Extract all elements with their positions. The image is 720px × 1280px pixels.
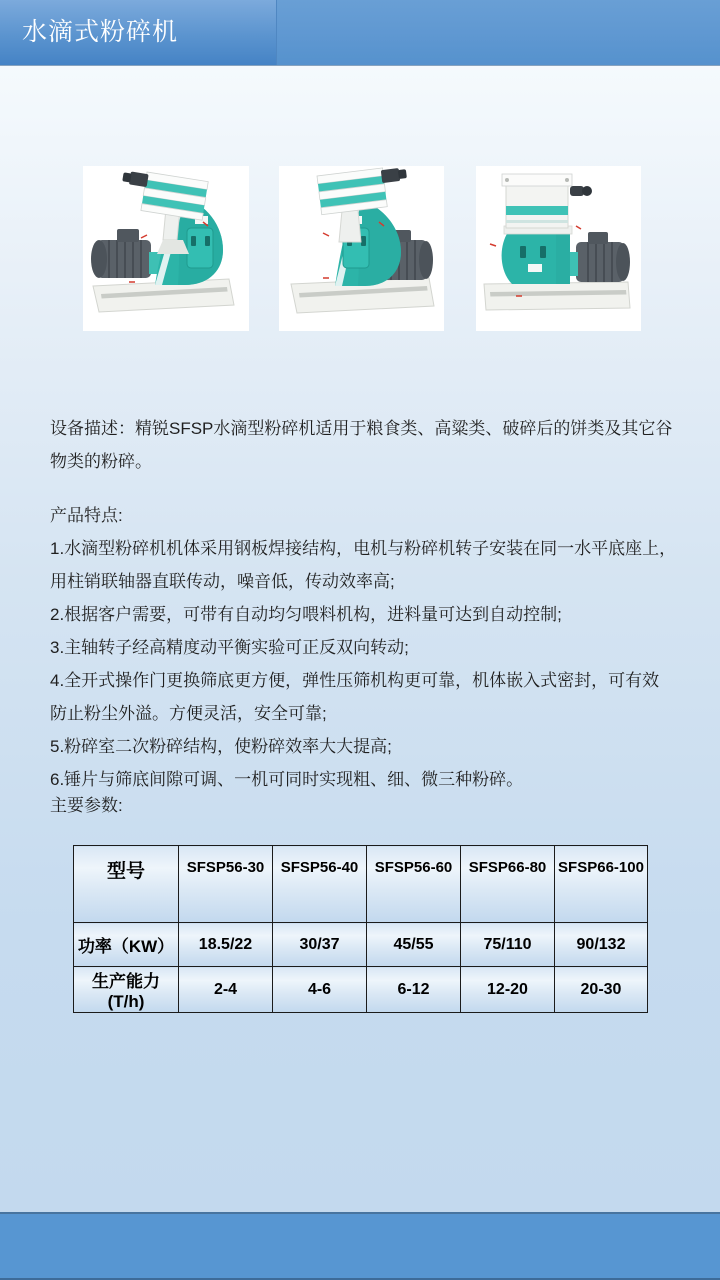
feature-line: 3.主轴转子经高精度动平衡实验可正反双向转动; [50, 638, 409, 657]
feature-line: 6.锤片与筛底间隙可调、一机可同时实现粗、细、微三种粉碎。 [50, 770, 524, 789]
hammer-mill-side-view-photo [476, 166, 641, 331]
spec-cell: 12-20 [461, 967, 555, 1013]
spec-cell: 4-6 [273, 967, 367, 1013]
spec-cell: 6-12 [367, 967, 461, 1013]
feature-line: 2.根据客户需要，可带有自动均匀喂料机构，进料量可达到自动控制; [50, 605, 562, 624]
col-header-sfsp66-80: SFSP66-80 [461, 846, 555, 923]
product-image-card-2 [279, 166, 444, 331]
feature-line: 用柱销联轴器直联传动，噪音低，传动效率高; [50, 572, 395, 591]
feature-line: 防止粉尘外溢。方便灵活，安全可靠; [50, 704, 327, 723]
footer-bar [0, 1212, 720, 1280]
col-header-model: 型号 [74, 846, 179, 923]
table-header-row [74, 846, 648, 923]
spec-cell: 2-4 [179, 967, 273, 1013]
col-header-sfsp56-30: SFSP56-30 [179, 846, 273, 923]
feature-line: 5.粉碎室二次粉碎结构，使粉碎效率大大提高; [50, 737, 392, 756]
col-header-sfsp66-100: SFSP66-100 [555, 846, 648, 923]
spec-row-power [74, 923, 648, 967]
feature-line: 4.全开式操作门更换筛底更方便，弹性压筛机构更可靠，机体嵌入式密封，可有效 [50, 671, 660, 690]
spec-cell: 30/37 [273, 923, 367, 967]
specs-table [73, 845, 648, 1013]
spec-cell: 75/110 [461, 923, 555, 967]
row-label-capacity: 生产能力(T/h) [74, 967, 179, 1013]
description-line-2: 物类的粉碎。 [50, 452, 152, 471]
features-section [50, 499, 676, 796]
features-heading: 产品特点: [50, 506, 123, 525]
col-header-sfsp56-40: SFSP56-40 [273, 846, 367, 923]
spec-cell: 45/55 [367, 923, 461, 967]
product-image-card-3 [476, 166, 641, 331]
params-label: 主要参数: [50, 796, 123, 815]
description-text [50, 412, 672, 478]
spec-cell: 90/132 [555, 923, 648, 967]
hammer-mill-front-right-photo [279, 166, 444, 331]
hammer-mill-front-left-photo [83, 166, 249, 331]
col-header-sfsp56-60: SFSP56-60 [367, 846, 461, 923]
page-title: 水滴式粉碎机 [22, 18, 179, 46]
row-label-power: 功率（KW） [74, 923, 179, 967]
feature-line: 1.水滴型粉碎机机体采用钢板焊接结构，电机与粉碎机转子安装在同一水平底座上， [50, 539, 677, 558]
product-image-card-1 [83, 166, 249, 331]
spec-cell: 18.5/22 [179, 923, 273, 967]
spec-row-capacity [74, 967, 648, 1013]
description-line-1: 设备描述：精锐SFSP水滴型粉碎机适用于粮食类、高粱类、破碎后的饼类及其它谷 [50, 419, 673, 438]
spec-cell: 20-30 [555, 967, 648, 1013]
header-bar [0, 0, 720, 66]
